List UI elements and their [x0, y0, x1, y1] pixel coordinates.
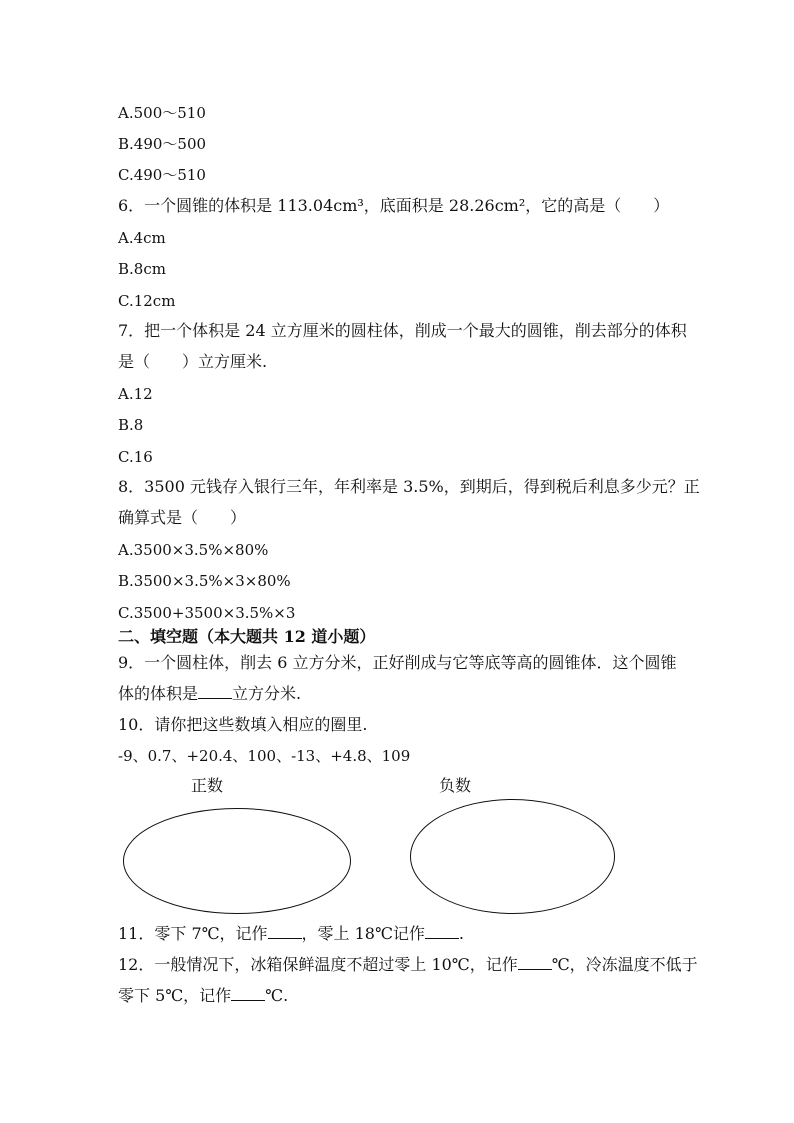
q8-stem-line1: 8．3500 元钱存入银行三年，年利率是 3.5%，到期后，得到税后利息多少元？正 — [118, 477, 700, 496]
q11-stem — [118, 924, 464, 944]
q12-text-4: ℃. — [265, 986, 289, 1005]
q12-text-3: 零下 5℃，记作 — [118, 986, 232, 1005]
q5-option-b: B.490～500 — [118, 135, 207, 153]
q6-option-c: C.12cm — [118, 292, 176, 310]
negative-label: 负数 — [439, 776, 472, 795]
q10-numbers: -9、0.7、+20.4、100、-13、+4.8、109 — [118, 747, 411, 765]
q11-text-3: . — [458, 924, 464, 943]
q6-option-a: A.4cm — [118, 229, 166, 247]
q8-option-c: C.3500+3500×3.5%×3 — [118, 604, 296, 622]
negative-circle[interactable] — [410, 799, 615, 914]
positive-label: 正数 — [191, 776, 224, 795]
q7-option-a: A.12 — [118, 385, 153, 403]
q11-text-2: ，零上 18℃记作 — [301, 924, 425, 943]
q9-text-before-blank: 体的体积是 — [118, 684, 199, 703]
q12-stem-line2 — [118, 986, 288, 1006]
q9-answer-blank[interactable] — [198, 684, 232, 699]
q11-blank-2[interactable] — [425, 924, 459, 939]
q9-text-after-blank: 立方分米. — [232, 684, 302, 703]
q6-option-b: B.8cm — [118, 260, 166, 278]
q8-stem-line2: 确算式是（ ） — [118, 508, 247, 527]
q8-option-b: B.3500×3.5%×3×80% — [118, 572, 291, 590]
q12-blank-1[interactable] — [518, 955, 552, 970]
q12-stem-line1 — [118, 955, 698, 975]
q12-text-1: 12．一般情况下，冰箱保鲜温度不超过零上 10℃，记作 — [118, 955, 518, 974]
q7-stem-line2: 是（ ）立方厘米. — [118, 352, 268, 371]
q11-text-1: 11．零下 7℃，记作 — [118, 924, 268, 943]
q11-blank-1[interactable] — [268, 924, 302, 939]
q12-blank-2[interactable] — [231, 986, 265, 1001]
positive-circle[interactable] — [123, 808, 351, 914]
q7-option-b: B.8 — [118, 416, 144, 434]
q10-stem: 10．请你把这些数填入相应的圈里. — [118, 715, 368, 734]
q12-text-2: ℃，冷冻温度不低于 — [551, 955, 698, 974]
q5-option-a: A.500～510 — [118, 104, 206, 122]
q7-stem-line1: 7．把一个体积是 24 立方厘米的圆柱体，削成一个最大的圆锥，削去部分的体积 — [118, 321, 687, 340]
q7-option-c: C.16 — [118, 448, 153, 466]
q8-option-a: A.3500×3.5%×80% — [118, 541, 269, 559]
section-heading: 二、填空题（本大题共 12 道小题） — [118, 627, 376, 646]
q9-stem-line2 — [118, 684, 301, 704]
q5-option-c: C.490～510 — [118, 166, 206, 184]
q9-stem-line1: 9．一个圆柱体，削去 6 立方分米，正好削成与它等底等高的圆锥体．这个圆锥 — [118, 653, 677, 672]
q6-stem: 6．一个圆锥的体积是 113.04cm³，底面积是 28.26cm²，它的高是（ ） — [118, 196, 670, 215]
